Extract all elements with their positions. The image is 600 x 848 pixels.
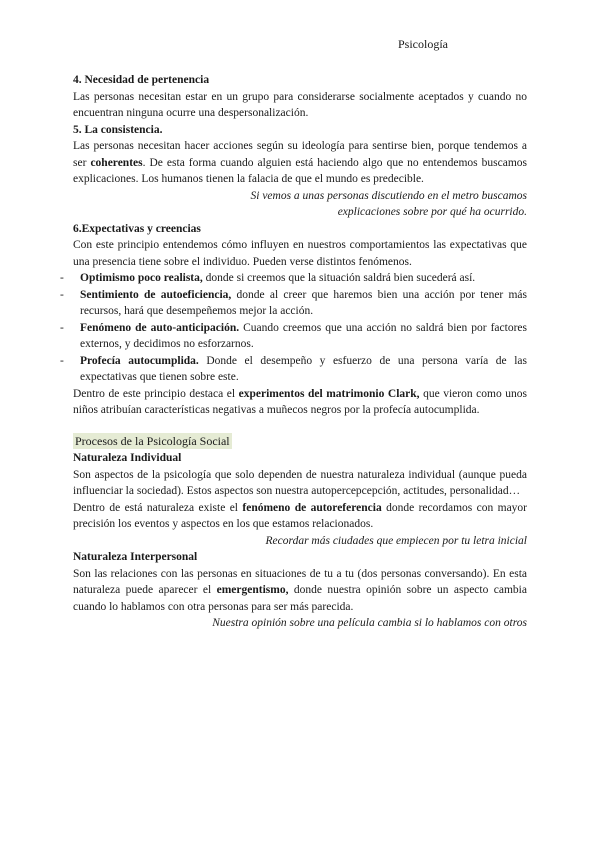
individual-text: Son aspectos de la psicología que solo dependen de nuestra naturaleza individual (aunque pueda influenciar la sociedad). Estos aspectos son nuestra autopercepcepción, actitudes, personalidad… (73, 468, 527, 497)
list-item-term: Fenómeno de auto-anticipación. (80, 321, 240, 334)
coherentes-term: coherentes (90, 156, 143, 169)
emergentismo-term: emergentismo, (216, 584, 289, 596)
procesos-section-title: Procesos de la Psicología Social (75, 433, 230, 448)
section-4-title: 4. Necesidad de pertenencia (73, 74, 210, 86)
list-dash: - (60, 288, 64, 301)
document-body (60, 72, 528, 632)
section-4-text: Las personas necesitan estar en un grupo para considerarse socialmente aceptados y cuando no encuentran ninguna ocurre una despersonalización. (73, 90, 527, 119)
list-item-text: Cuando creemos que una acción no saldrá bien por factores externos, y decidimos no esforzarnos. (80, 321, 527, 350)
interpersonal-text (73, 566, 527, 616)
interpersonal-example: Nuestra opinión sobre una película cambia si lo hablamos con otros (212, 617, 527, 629)
list-item-term: Optimismo poco realista, (80, 272, 203, 284)
autoref-text-b: donde recordamos con mayor precisión los eventos y aspectos en los que estamos relacionados. (73, 501, 528, 530)
section-5-example: Si vemos a unas personas discutiendo en el metro buscamos explicaciones sobre por qué ha ocurrido. (250, 189, 527, 218)
list-item-text: donde si creemos que la situación saldrá bien sucederá así. (202, 272, 476, 284)
autoref-text-a: Dentro de está naturaleza existe el (73, 501, 243, 514)
closing-text-a: Dentro de este principio destaca el (73, 387, 239, 400)
list-dash: - (60, 272, 64, 284)
list-item (60, 353, 527, 386)
section-5-text-a: Las personas necesitan hacer acciones según su ideología para sentirse bien, porque tendemos a ser (73, 140, 527, 169)
individual-title: Naturaleza Individual (73, 452, 182, 464)
section-6-intro: Con este principio entendemos cómo influyen en nuestros comportamientos las expectativas que una presencia tiene sobre el individuo. Pueden verse distintos fenómenos. (73, 239, 527, 268)
list-item-term: Sentimiento de autoeficiencia, (80, 288, 232, 301)
closing-text-b: que vieron como unos niños atribuían características negativas a muñecos negros por la profecía autocumplida. (73, 387, 527, 416)
list-item-term: Profecía autocumplida. (80, 354, 199, 367)
interpersonal-title: Naturaleza Interpersonal (73, 551, 198, 563)
list-dash: - (60, 321, 64, 334)
list-dash: - (60, 354, 64, 367)
interpersonal-text-a: Son las relaciones con las personas en situaciones de tu a tu (dos personas conversando). En esta naturaleza puede aparecer el (73, 567, 527, 596)
page-header: Psicología (398, 37, 448, 51)
list-item (60, 270, 527, 287)
section-5-title: 5. La consistencia. (73, 123, 163, 136)
section-6-title: 6.Expectativas y creencias (73, 222, 201, 235)
autoreferencia-term: fenómeno de autoreferencia (242, 501, 382, 514)
clark-experiment-term: experimentos del matrimonio Clark, (238, 387, 420, 400)
interpersonal-text-b: donde nuestra opinión sobre un aspecto cambia cuando lo hablamos con otra personas para ser más parecida. (73, 584, 527, 613)
list-item-text: donde al creer que haremos bien una acción por tener más recursos, hará que desempeñemos mejor la acción. (80, 288, 527, 317)
section-5-text (73, 138, 527, 188)
list-item (60, 320, 527, 353)
section-5-text-b: . De esta forma cuando alguien está haciendo algo que no entendemos buscamos explicaciones. Los humanos tienen la falacia de que el mundo es predecible. (73, 156, 527, 185)
list-item (60, 287, 527, 320)
section-6-closing (73, 386, 527, 419)
list-item-text: Donde el desempeño y esfuerzo de una persona varía de las expectativas que tienen sobre este. (80, 354, 527, 383)
individual-example: Recordar más ciudades que empiecen por tu letra inicial (265, 534, 527, 547)
individual-autoreferencia-text (73, 500, 527, 533)
